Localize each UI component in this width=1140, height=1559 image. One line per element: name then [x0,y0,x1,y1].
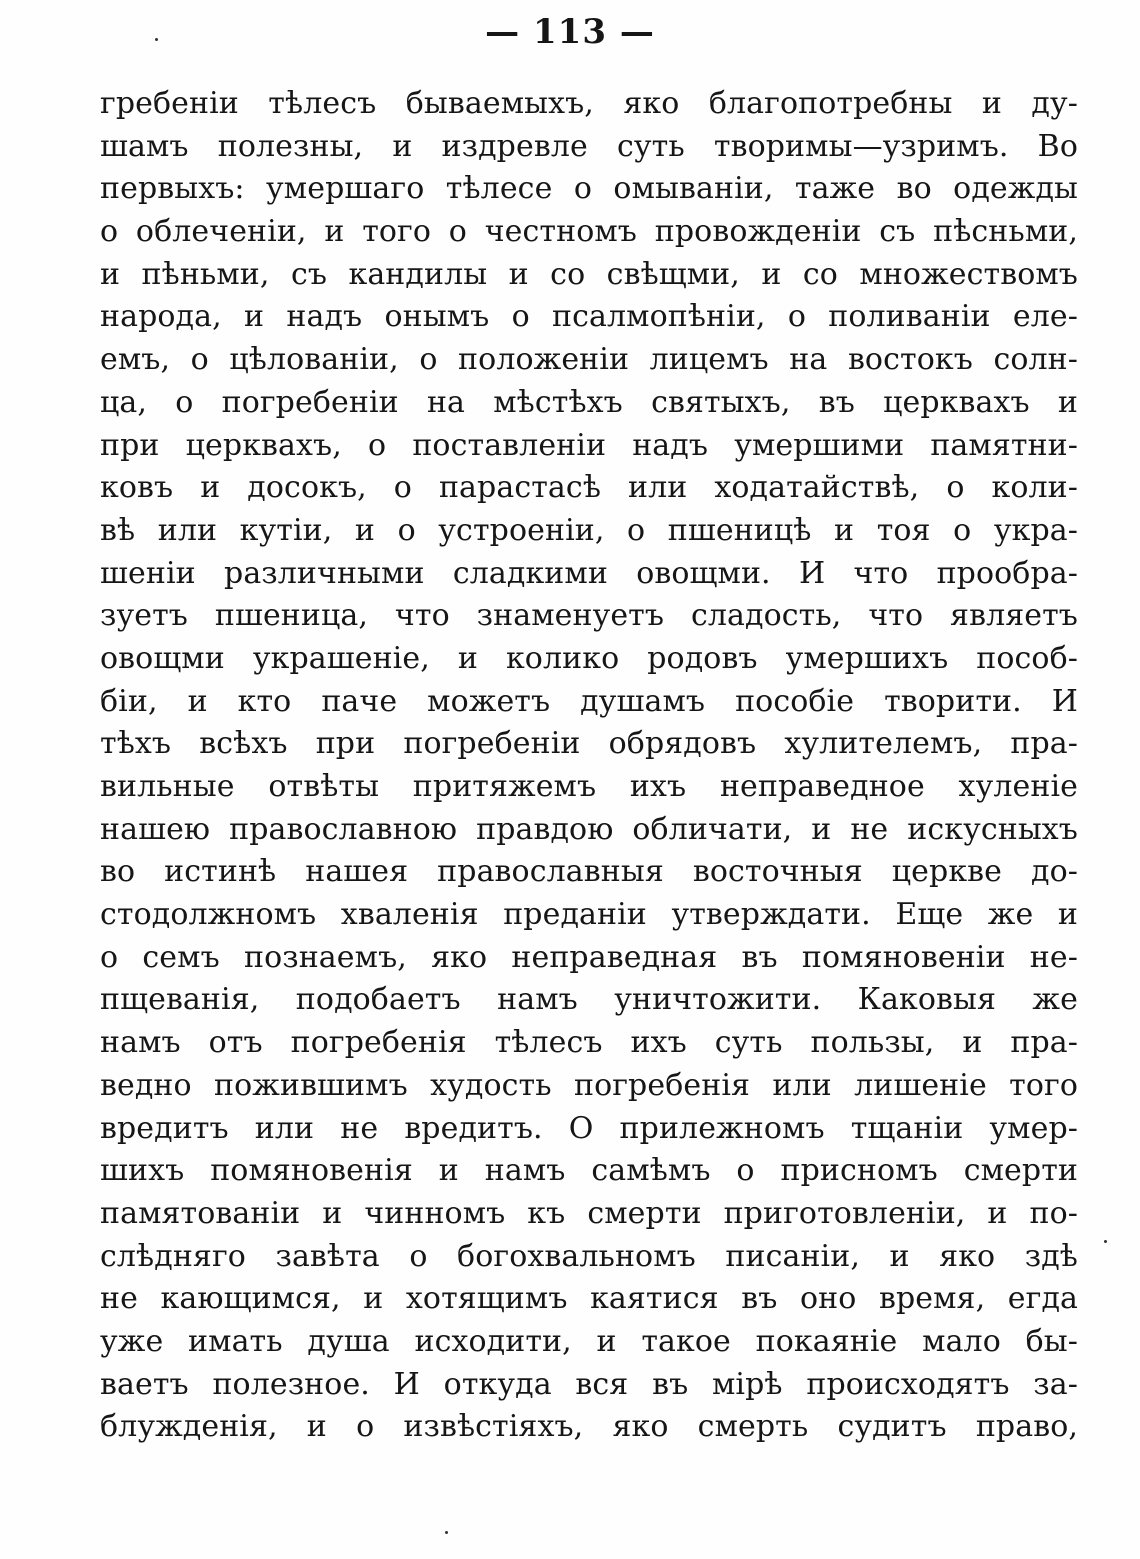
text-line: во истинѣ нашея православныя восточныя церкве до- [100,854,1078,890]
text-line: вѣ или кутіи, и о устроеніи, о пшеницѣ и тоя о укра- [100,512,1078,548]
text-line: слѣдняго завѣта о богохвальномъ писаніи, и яко здѣ [100,1238,1078,1274]
text-line: блужденія, и о извѣстіяхъ, яко смерть судитъ право, [100,1409,1078,1445]
print-speck [445,1531,448,1534]
text-line: ведно пожившимъ худость погребенія или лишеніе того [100,1067,1078,1103]
page-number: — 113 — [485,12,655,52]
text-line: намъ отъ погребенія тѣлесъ ихъ суть пользы, и пра- [100,1025,1078,1061]
print-speck [1104,1240,1107,1243]
text-line: народа, и надъ онымъ о псалмопѣніи, о поливаніи еле- [100,299,1078,335]
text-line: о облеченіи, и того о честномъ провожденіи съ пѣсньми, [100,214,1078,250]
text-line: не кающимся, и хотящимъ каятися въ оно время, егда [100,1281,1078,1317]
text-line: біи, и кто паче можетъ душамъ пособіе творити. И [100,683,1078,719]
text-line: памятованіи и чинномъ къ смерти приготовленіи, и по- [100,1195,1078,1231]
text-line: при церквахъ, о поставленіи надъ умершими памятни- [100,427,1078,463]
text-line: стодолжномъ хваленія преданіи утверждати. Еще же и [100,897,1078,933]
text-line: ваетъ полезное. И откуда вся въ мірѣ происходятъ за- [100,1366,1078,1402]
text-line: шихъ помяновенія и намъ самѣмъ о присномъ смерти [100,1153,1078,1189]
text-line: нашею православною правдою обличати, и не искусныхъ [100,811,1078,847]
body-text [100,83,1078,1449]
text-line: о семъ познаемъ, яко неправедная въ помяновеніи не- [100,939,1078,975]
text-line: тѣхъ всѣхъ при погребеніи обрядовъ хулителемъ, пра- [100,726,1078,762]
text-line: первыхъ: умершаго тѣлесе о омываніи, таже во одежды [100,171,1078,207]
text-line: ковъ и досокъ, о парастасѣ или ходатайствѣ, о коли- [100,470,1078,506]
text-line: емъ, о цѣлованіи, о положеніи лицемъ на востокъ солн- [100,342,1078,378]
text-line: ца, о погребеніи на мѣстѣхъ святыхъ, въ церквахъ и [100,384,1078,420]
text-line: шамъ полезны, и издревле суть творимы—узримъ. Во [100,128,1078,164]
text-line: зуетъ пшеница, что знаменуетъ сладость, что являетъ [100,598,1078,634]
text-line: пщеванія, подобаетъ намъ уничтожити. Каковыя же [100,982,1078,1018]
text-line: вредитъ или не вредитъ. О прилежномъ тщаніи умер- [100,1110,1078,1146]
text-line: гребеніи тѣлесъ бываемыхъ, яко благопотребны и ду- [100,86,1078,121]
text-line: шеніи различными сладкими овощми. И что прообра- [100,555,1078,591]
text-line: вильные отвѣты притяжемъ ихъ неправедное хуленіе [100,769,1078,804]
print-speck [155,38,158,41]
text-line: и пѣньми, съ кандилы и со свѣщми, и со множествомъ [100,256,1078,292]
text-line: овощми украшеніе, и колико родовъ умершихъ пособ- [100,640,1078,676]
text-line: уже имать душа исходити, и такое покаяніе мало бы- [100,1323,1078,1359]
